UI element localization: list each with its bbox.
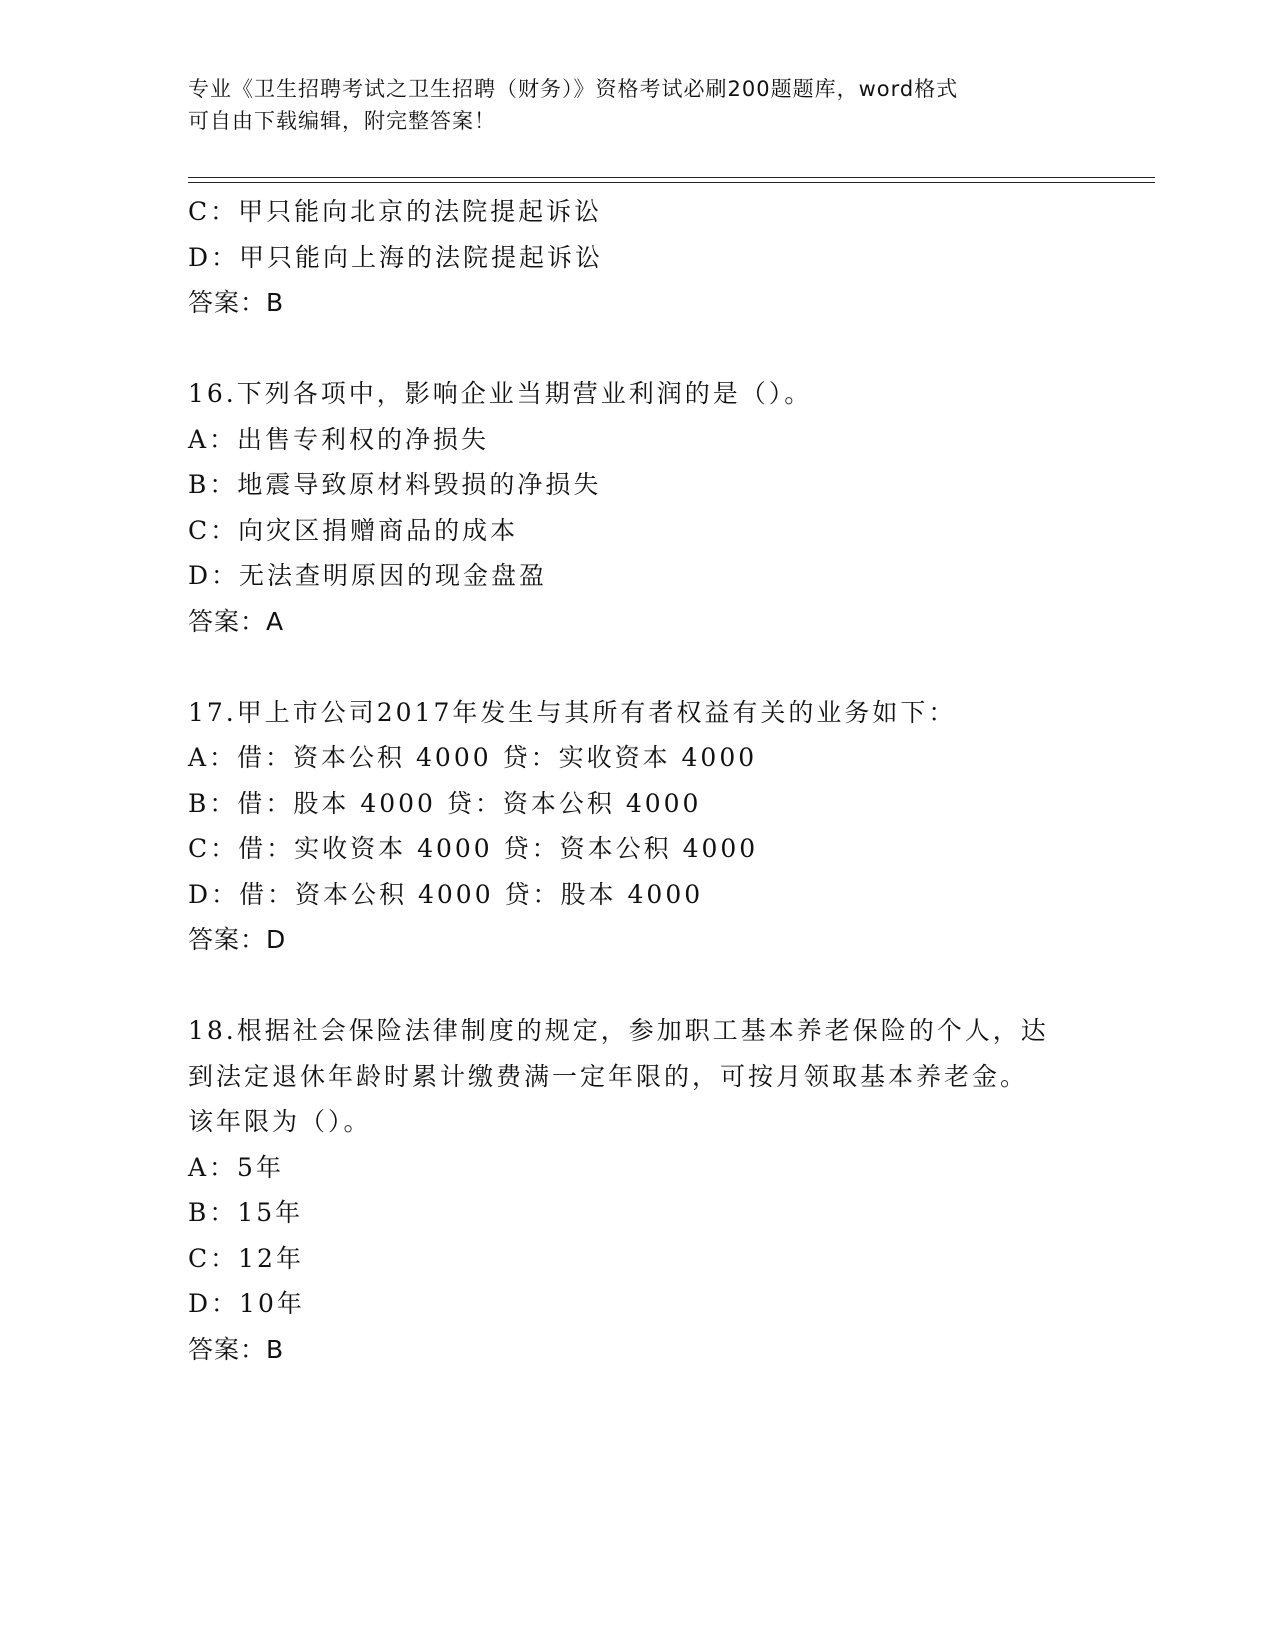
question-18 bbox=[188, 1008, 1088, 1372]
option-a: A：出售专利权的净损失 bbox=[188, 424, 490, 454]
option-c: C：向灾区捐赠商品的成本 bbox=[188, 515, 519, 545]
spacer bbox=[188, 963, 1088, 1009]
header-divider-top bbox=[188, 177, 1155, 178]
option-d: D：借：资本公积 4000 贷：股本 4000 bbox=[188, 879, 704, 909]
header-divider-bottom bbox=[188, 182, 1155, 183]
spacer bbox=[188, 644, 1088, 690]
question-stem: 17.甲上市公司2017年发生与其所有者权益有关的业务如下： bbox=[188, 697, 957, 727]
option-c: C：借：实收资本 4000 贷：资本公积 4000 bbox=[188, 834, 759, 863]
option-d: D：10年 bbox=[188, 1289, 305, 1318]
answer-line: 答案：D bbox=[188, 925, 287, 954]
question-17 bbox=[188, 690, 1088, 963]
option-d: D：无法查明原因的现金盘盈 bbox=[188, 561, 548, 590]
option-c: C：甲只能向北京的法院提起诉讼 bbox=[188, 197, 603, 226]
question-16 bbox=[188, 371, 1088, 644]
header-title-line-1: 专业《卫生招聘考试之卫生招聘（财务）》资格考试必刷200题题库，word格式 bbox=[188, 77, 959, 101]
option-a: A：5年 bbox=[188, 1152, 284, 1182]
answer-line: 答案：B bbox=[188, 288, 285, 317]
option-b: B：借：股本 4000 贷：资本公积 4000 bbox=[188, 788, 702, 818]
header-title-line-2: 可自由下载编辑，附完整答案！ bbox=[188, 109, 496, 133]
option-d: D：甲只能向上海的法院提起诉讼 bbox=[188, 242, 604, 272]
answer-line: 答案：A bbox=[188, 606, 285, 636]
question-15-tail bbox=[188, 189, 1088, 326]
question-stem-line-3: 该年限为（）。 bbox=[188, 1107, 372, 1136]
option-a: A：借：资本公积 4000 贷：实收资本 4000 bbox=[188, 743, 758, 772]
option-b: B：15年 bbox=[188, 1198, 304, 1227]
document-header bbox=[188, 73, 1068, 137]
question-stem: 16.下列各项中，影响企业当期营业利润的是（）。 bbox=[188, 379, 813, 408]
answer-line: 答案：B bbox=[188, 1334, 285, 1364]
spacer bbox=[188, 326, 1088, 372]
question-list bbox=[188, 189, 1088, 1372]
option-c: C：12年 bbox=[188, 1243, 304, 1273]
question-stem-line-2: 到法定退休年龄时累计缴费满一定年限的，可按月领取基本养老金。 bbox=[188, 1061, 1029, 1091]
option-b: B：地震导致原材料毁损的净损失 bbox=[188, 470, 602, 499]
question-stem-line-1: 18.根据社会保险法律制度的规定，参加职工基本养老保险的个人，达 bbox=[188, 1016, 1049, 1045]
